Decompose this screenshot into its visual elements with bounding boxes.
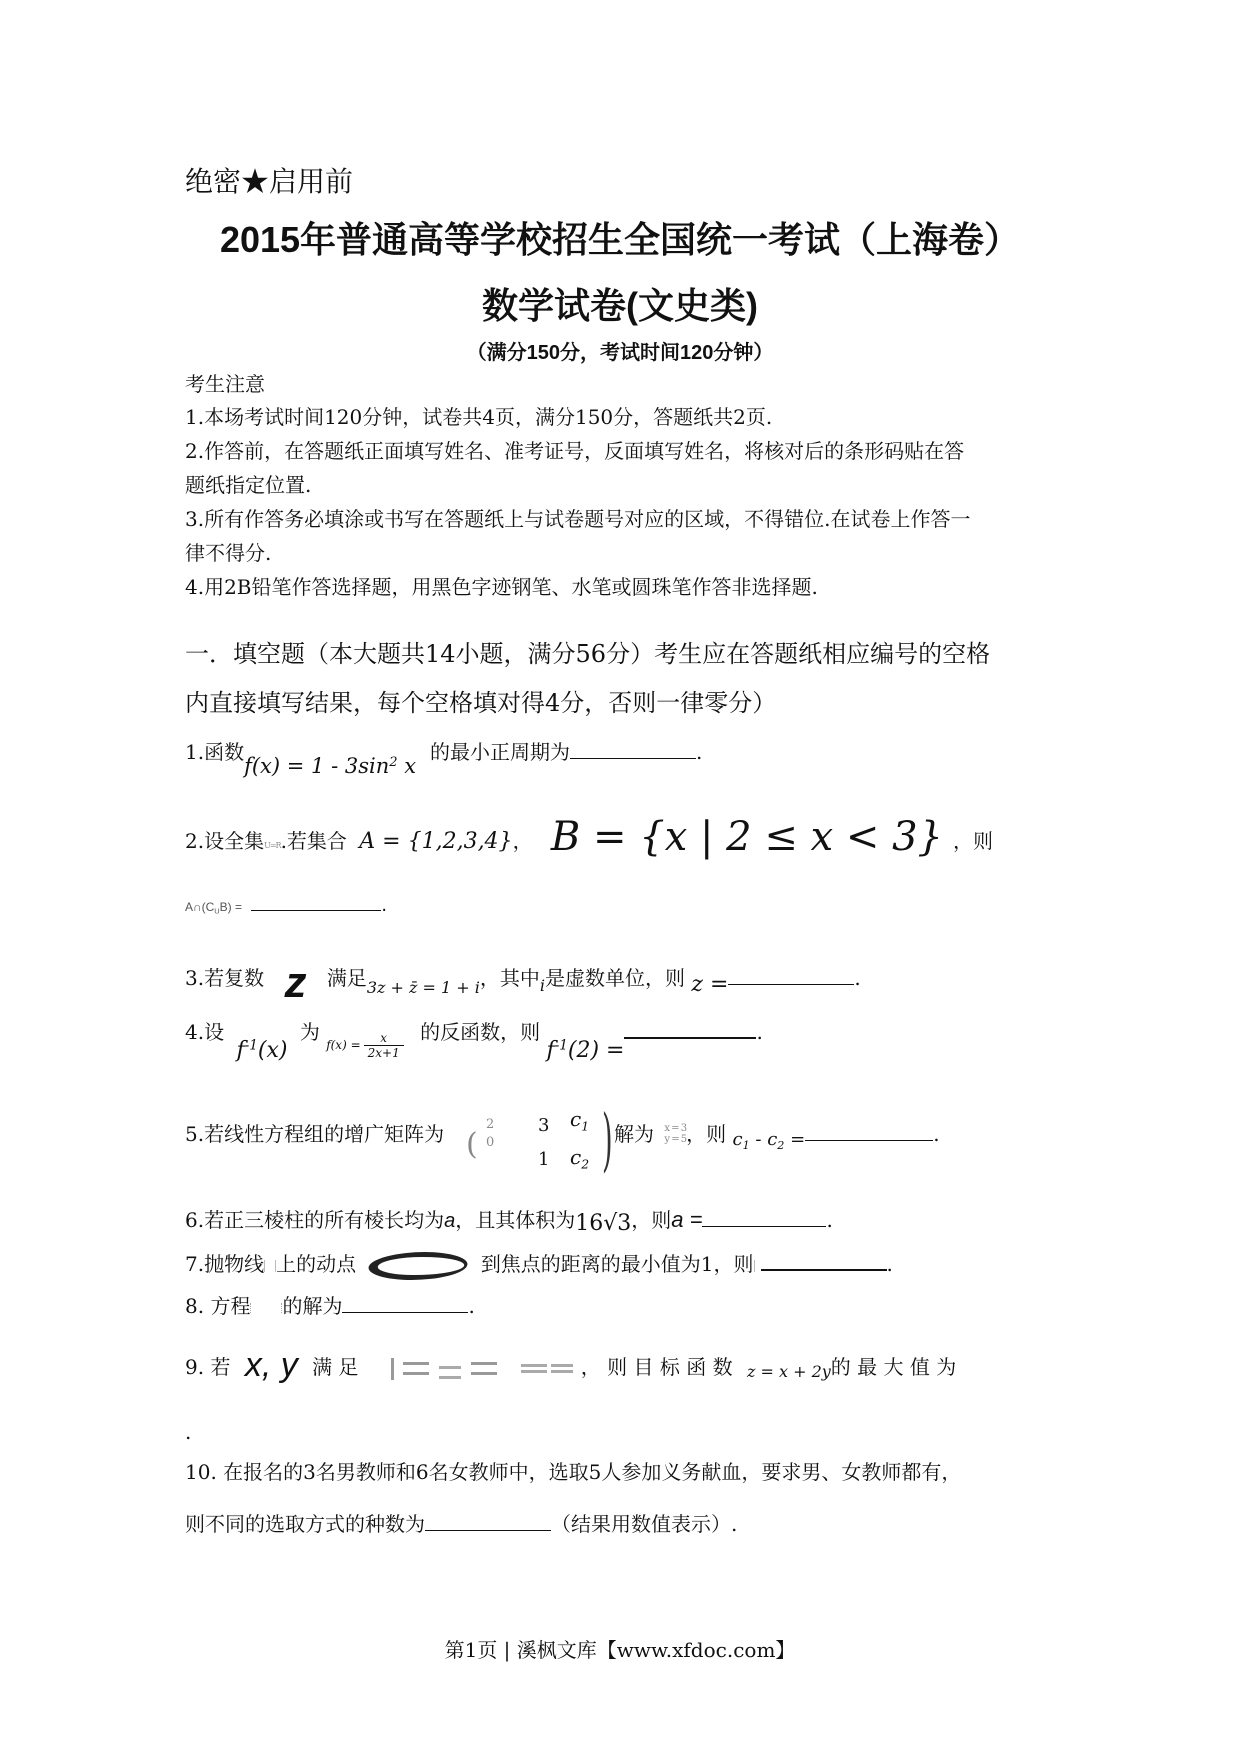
- q3-var-z: z: [284, 958, 307, 1007]
- q8-post: 的解为: [282, 1294, 343, 1318]
- exam-meta: （满分150分，考试时间120分钟）: [466, 342, 774, 364]
- question-1: [185, 736, 703, 778]
- q10-answer-blank[interactable]: [425, 1509, 551, 1531]
- q2-universe-glyph: U=R: [264, 841, 281, 850]
- q10-pre: 则不同的选取方式的种数为: [185, 1512, 425, 1536]
- notice-item: 律不得分.: [185, 541, 272, 565]
- q9-post: ， 则 目 标 函 数: [580, 1355, 733, 1379]
- question-9: [185, 1344, 956, 1383]
- q9-dot: .: [185, 1420, 192, 1444]
- notice-item: 题纸指定位置.: [185, 473, 312, 497]
- q3-mid2: ，其中: [479, 966, 540, 990]
- q6-mid: ，且其体积为: [455, 1208, 576, 1232]
- q8-answer-blank[interactable]: [342, 1291, 468, 1313]
- q4-func-num: x: [364, 1031, 404, 1046]
- q3-post: 是虚数单位，则: [545, 966, 686, 990]
- secret-label: 绝密★启用前: [185, 165, 354, 198]
- matrix-cell: [570, 1145, 589, 1171]
- q9-constraint-mark: [471, 1362, 497, 1365]
- q8-equation-glyph: [250, 1303, 282, 1313]
- q7-q-glyph: [363, 1252, 474, 1280]
- matrix-cell: 2: [486, 1117, 494, 1132]
- question-8: [185, 1290, 475, 1319]
- q6-end: .: [826, 1208, 833, 1232]
- q2-expr: A∩(C: [185, 900, 215, 914]
- q9-vars: x, y: [244, 1346, 298, 1384]
- q5-solution-x: x = 3: [664, 1122, 687, 1134]
- q3-mid: 满足: [326, 966, 367, 990]
- q6-post: ，则: [631, 1208, 672, 1232]
- q9-constraint-mark: [403, 1362, 429, 1365]
- q6-a: a: [444, 1210, 456, 1232]
- q4-inverse: [236, 1038, 287, 1063]
- q7-mid: 上的动点: [276, 1252, 357, 1276]
- q8-end: .: [468, 1294, 475, 1318]
- q2-set-a: A = {1,2,3,4}: [359, 829, 513, 854]
- q9-constraint-mark: [403, 1372, 429, 1375]
- q1-formula: [244, 754, 416, 778]
- q2-set-b: B = {x | 2 ≤ x < 3}: [550, 814, 943, 860]
- q6-lhs: a =: [671, 1207, 703, 1232]
- q5-pre: 5.若线性方程组的增广矩阵为: [185, 1122, 445, 1146]
- q10-post: （结果用数值表示）.: [551, 1512, 738, 1536]
- matrix-right-bracket: ): [601, 1101, 613, 1180]
- q9-objective: z = x + 2y: [746, 1362, 831, 1381]
- q5-c2: - c: [749, 1129, 778, 1150]
- q9-constraint-mark: [551, 1364, 573, 1367]
- q2-answer-blank[interactable]: [251, 897, 381, 911]
- q4-inv-f: f: [236, 1038, 245, 1063]
- q9-constraint-mark: [439, 1376, 461, 1379]
- matrix-cell: 0: [486, 1135, 494, 1150]
- q4-inv-arg: (x): [257, 1038, 288, 1063]
- exam-title: 2015年普通高等学校招生全国统一考试（上海卷）: [219, 219, 1021, 260]
- notice-heading: 考生注意: [185, 372, 265, 396]
- q2-expr-b: B) =: [219, 900, 243, 914]
- q1-formula-text: f(x) = 1 - 3sin: [244, 754, 390, 778]
- q1-formula-var: x: [404, 754, 417, 778]
- question-10-cont: [185, 1508, 737, 1537]
- q3-i: i: [539, 976, 546, 995]
- matrix-cell: 3: [538, 1115, 550, 1136]
- notice-item: 4.用2B铅笔作答选择题，用黑色字迹钢笔、水笔或圆珠笔作答非选择题.: [185, 575, 818, 599]
- section1-heading: 一．填空题（本大题共14小题，满分56分）考生应在答题纸相应编号的空格: [185, 640, 991, 668]
- q2-post: ，则: [952, 829, 993, 853]
- q4-lhs-f: f: [546, 1038, 555, 1063]
- question-4: [185, 1016, 763, 1063]
- q5-solution-y: y = 5: [664, 1133, 687, 1145]
- q2-expr-sub: U: [214, 906, 220, 916]
- q5-c1-sub: 1: [742, 1138, 750, 1152]
- q3-lhs: z =: [691, 972, 729, 997]
- q1-answer-blank[interactable]: [570, 737, 696, 759]
- q9-constraint-brace: [391, 1358, 400, 1380]
- notice-item: 2.作答前，在答题纸正面填写姓名、准考证号，反面填写姓名，将核对后的条形码贴在答: [185, 439, 965, 463]
- q1-formula-sup: 2: [389, 754, 398, 770]
- q4-func-lhs: f(x) =: [326, 1038, 361, 1052]
- q4-lhs-sup: -1: [554, 1037, 568, 1054]
- matrix-cell: [570, 1107, 589, 1133]
- q5-expression: [732, 1129, 805, 1150]
- matrix-cell-c2-sub: 2: [581, 1156, 590, 1172]
- q3-pre: 3.若复数: [185, 966, 265, 990]
- q2-pre: 2.设全集: [185, 829, 265, 853]
- q3-equation: 3z + z̄ = 1 + i: [366, 978, 480, 997]
- q5-end: .: [933, 1122, 940, 1146]
- q9-pre: 9. 若: [185, 1355, 231, 1379]
- question-2: [185, 812, 993, 858]
- q7-p-glyph: [754, 1260, 761, 1272]
- q7-pre: 7.抛物线: [185, 1252, 265, 1276]
- q6-volume: 16√3: [575, 1211, 632, 1236]
- exam-subtitle: 数学试卷(文史类): [482, 285, 758, 326]
- matrix-cell: 1: [538, 1149, 550, 1170]
- q9-constraint-mark: [521, 1364, 547, 1367]
- matrix-cell-c1-sub: 1: [581, 1118, 590, 1134]
- q5-c2-sub: 2: [777, 1138, 785, 1152]
- q7-point-q: [362, 1252, 474, 1280]
- section1-heading-cont: 内直接填写结果，每个空格填对得4分，否则一律零分）: [185, 689, 777, 717]
- notice-item: 3.所有作答务必填涂或书写在答题纸上与试卷题号对应的区域，不得错位.在试卷上作答一: [185, 507, 971, 531]
- q4-pre: 4.设: [185, 1020, 225, 1044]
- q5-post: ，则: [686, 1122, 727, 1146]
- q4-post: 的反函数，则: [420, 1020, 541, 1044]
- matrix-cell-c1: c: [570, 1107, 582, 1131]
- q1-pre: 1.函数: [185, 740, 245, 764]
- q5-solution: [664, 1123, 686, 1145]
- q8-pre: 8. 方程: [185, 1294, 251, 1318]
- matrix-left-bracket: (: [466, 1127, 478, 1162]
- q9-constraints-glyph: [391, 1356, 581, 1382]
- q7-parabola-glyph: [264, 1260, 276, 1272]
- notice-item: 1.本场考试时间120分钟，试卷共4页，满分150分，答题纸共2页.: [185, 405, 773, 429]
- q3-end: .: [854, 966, 861, 990]
- q9-constraint-mark: [551, 1370, 573, 1373]
- q2-line2: [185, 894, 387, 917]
- q7-end: .: [886, 1252, 893, 1276]
- q7-answer-blank[interactable]: [761, 1248, 887, 1271]
- q9-tail: 的 最 大 值 为: [830, 1355, 957, 1379]
- q4-function: [326, 1031, 404, 1060]
- q5-answer-blank[interactable]: [805, 1119, 933, 1141]
- q5-augmented-matrix: [466, 1101, 613, 1183]
- question-10: 10. 在报名的3名男教师和6名女教师中，选取5人参加义务献血，要求男、女教师都有，: [185, 1460, 962, 1484]
- question-6: [185, 1204, 833, 1236]
- q2-end: .: [381, 894, 387, 916]
- q3-answer-blank[interactable]: [728, 963, 854, 985]
- question-5-rest: [614, 1118, 940, 1152]
- q9-constraint-mark: [439, 1366, 461, 1369]
- q9-constraint-mark: [521, 1370, 547, 1373]
- q5-mid: 解为: [614, 1122, 654, 1146]
- question-7: [185, 1248, 893, 1280]
- q5-eq: =: [784, 1129, 806, 1150]
- q4-func-den: 2x+1: [367, 1046, 400, 1060]
- q4-inv-sup: -1: [244, 1037, 258, 1054]
- q9-mid: 满 足: [312, 1355, 359, 1379]
- question-3: [185, 946, 861, 1007]
- q4-end: .: [756, 1020, 763, 1044]
- q4-lhs-arg: (2) =: [567, 1038, 625, 1063]
- page-footer: 第1页 | 溪枫文库【www.xfdoc.com】: [444, 1638, 796, 1662]
- q7-post: 到焦点的距离的最小值为1，则: [480, 1252, 754, 1276]
- q1-post: 的最小正周期为: [430, 740, 571, 764]
- q6-answer-blank[interactable]: [702, 1205, 826, 1227]
- q1-end: .: [696, 740, 703, 764]
- matrix-cell-c2: c: [570, 1145, 582, 1169]
- q4-answer-blank[interactable]: [624, 1016, 756, 1039]
- q4-lhs: [546, 1038, 624, 1063]
- q6-pre: 6.若正三棱柱的所有棱长均为: [185, 1208, 445, 1232]
- q4-mid: 为: [299, 1020, 320, 1044]
- q2-comma: ，: [512, 829, 533, 853]
- q5-c1: c: [732, 1129, 743, 1150]
- q9-constraint-mark: [471, 1372, 497, 1375]
- q2-mid: .若集合: [280, 829, 347, 853]
